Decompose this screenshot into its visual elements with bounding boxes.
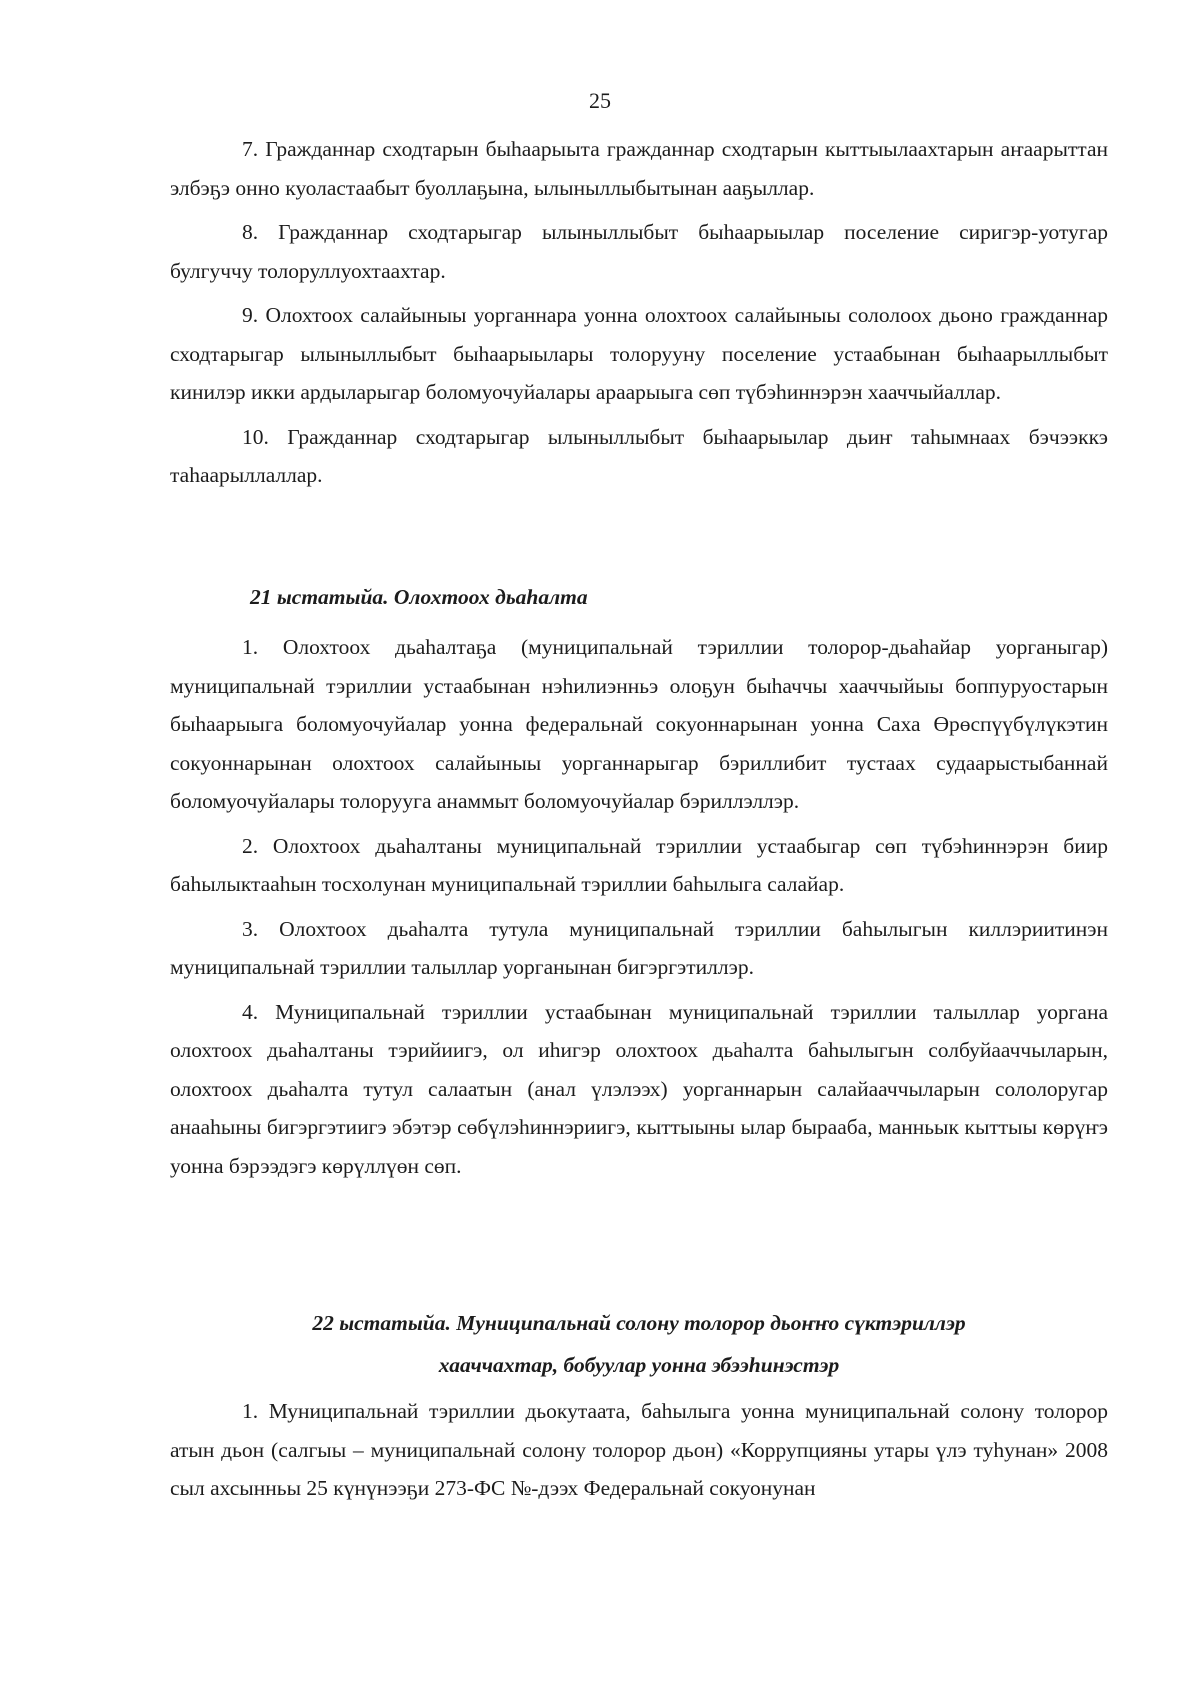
article-21-body bbox=[170, 628, 1108, 1191]
paragraph: 10. Гражданнар сходтарыгар ылыныллыбыт быһаарыылар дьиҥ таһымнаах бэчээккэ таһаарыллаллар. bbox=[170, 424, 1108, 487]
article-20-continuation bbox=[170, 130, 1108, 501]
paragraph: 8. Гражданнар сходтарыгар ылыныллыбыт быһаарыылар поселение сиригэр-уотугар булгуччу толоруллуохтаахтар. bbox=[170, 220, 1108, 283]
paragraph: 2. Олохтоох дьаһалтаны муниципальнай тэриллии устаабыгар сөп түбэһиннэрэн биир баһылыктааһын тосхолунан муниципальнай тэриллии баһылыга салайар. bbox=[170, 833, 1108, 896]
article-22-body bbox=[170, 1392, 1108, 1514]
paragraph: 1. Олохтоох дьаһалтаҕа (муниципальнай тэриллии толорор-дьаһайар уорганыгар) муниципальнай тэриллии устаабынан нэһилиэнньэ олоҕун быһаччы хааччыйыы боппуруостарын быһаарыыга боломуочуйалар уонна федеральнай сокуоннарынан уонна Саха Өрөспүүбүлүкэтин сокуоннарынан олохтоох салайыныы уорганнарыгар бэриллибит тустаах судаарыстыбаннай боломуочуйалары толорууга анаммыт боломуочуйалар бэриллэллэр. bbox=[170, 635, 1108, 813]
article-22-title-line1: 22 ыстатыйа. Муниципальнай солону толорор дьоҥҥо сүктэриллэр bbox=[312, 1311, 966, 1335]
article-22-title-line2: хааччахтар, бобуулар уонна эбээһинэстэр bbox=[438, 1353, 840, 1377]
page-number: 25 bbox=[589, 88, 611, 113]
article-21-heading: 21 ыстатыйа. Олохтоох дьаһалта bbox=[250, 585, 588, 609]
article-22-heading bbox=[170, 1302, 1108, 1386]
paragraph: 7. Гражданнар сходтарын быһаарыыта гражданнар сходтарын кыттыылаахтарын аҥаарыттан элбэҕэ онно куоластаабыт буоллаҕына, ылыныллыбытынан ааҕыллар. bbox=[170, 137, 1108, 200]
paragraph: 3. Олохтоох дьаһалта тутула муниципальнай тэриллии баһылыгын киллэриитинэн муниципальнай тэриллии талыллар уорганынан бигэргэтиллэр. bbox=[170, 916, 1108, 979]
paragraph: 4. Муниципальнай тэриллии устаабынан муниципальнай тэриллии талыллар уоргана олохтоох дьаһалтаны тэрийиигэ, ол иһигэр олохтоох дьаһалта баһылыгын солбуйааччыларын, олохтоох дьаһалта тутул салаатын (анал үлэлээх) уорганнарын салайааччыларын сололоругар анааһыны бигэргэтиигэ эбэтэр сөбүлэһиннэриигэ, кыттыыны ылар бырааба, манньык кыттыы көрүҥэ уонна бэрээдэгэ көрүллүөн сөп. bbox=[170, 999, 1108, 1178]
paragraph: 9. Олохтоох салайыныы уорганнара уонна олохтоох салайыныы сололоох дьоно гражданнар сходтарыгар ылыныллыбыт быһаарыылары толорууну поселение устаабынан быһаарыллыбыт кинилэр икки ардыларыгар боломуочуйалары араарыыга сөп түбэһиннэрэн хааччыйаллар. bbox=[170, 303, 1108, 404]
paragraph: 1. Муниципальнай тэриллии дьокутаата, баһылыга уонна муниципальнай солону толорор атын дьон (салгыы – муниципальнай солону толорор дьон) «Коррупцияны утары үлэ туһунан» 2008 сыл ахсынньы 25 күнүнээҕи 273-ФС №-дээх Федеральнай сокуонунан bbox=[170, 1399, 1108, 1500]
